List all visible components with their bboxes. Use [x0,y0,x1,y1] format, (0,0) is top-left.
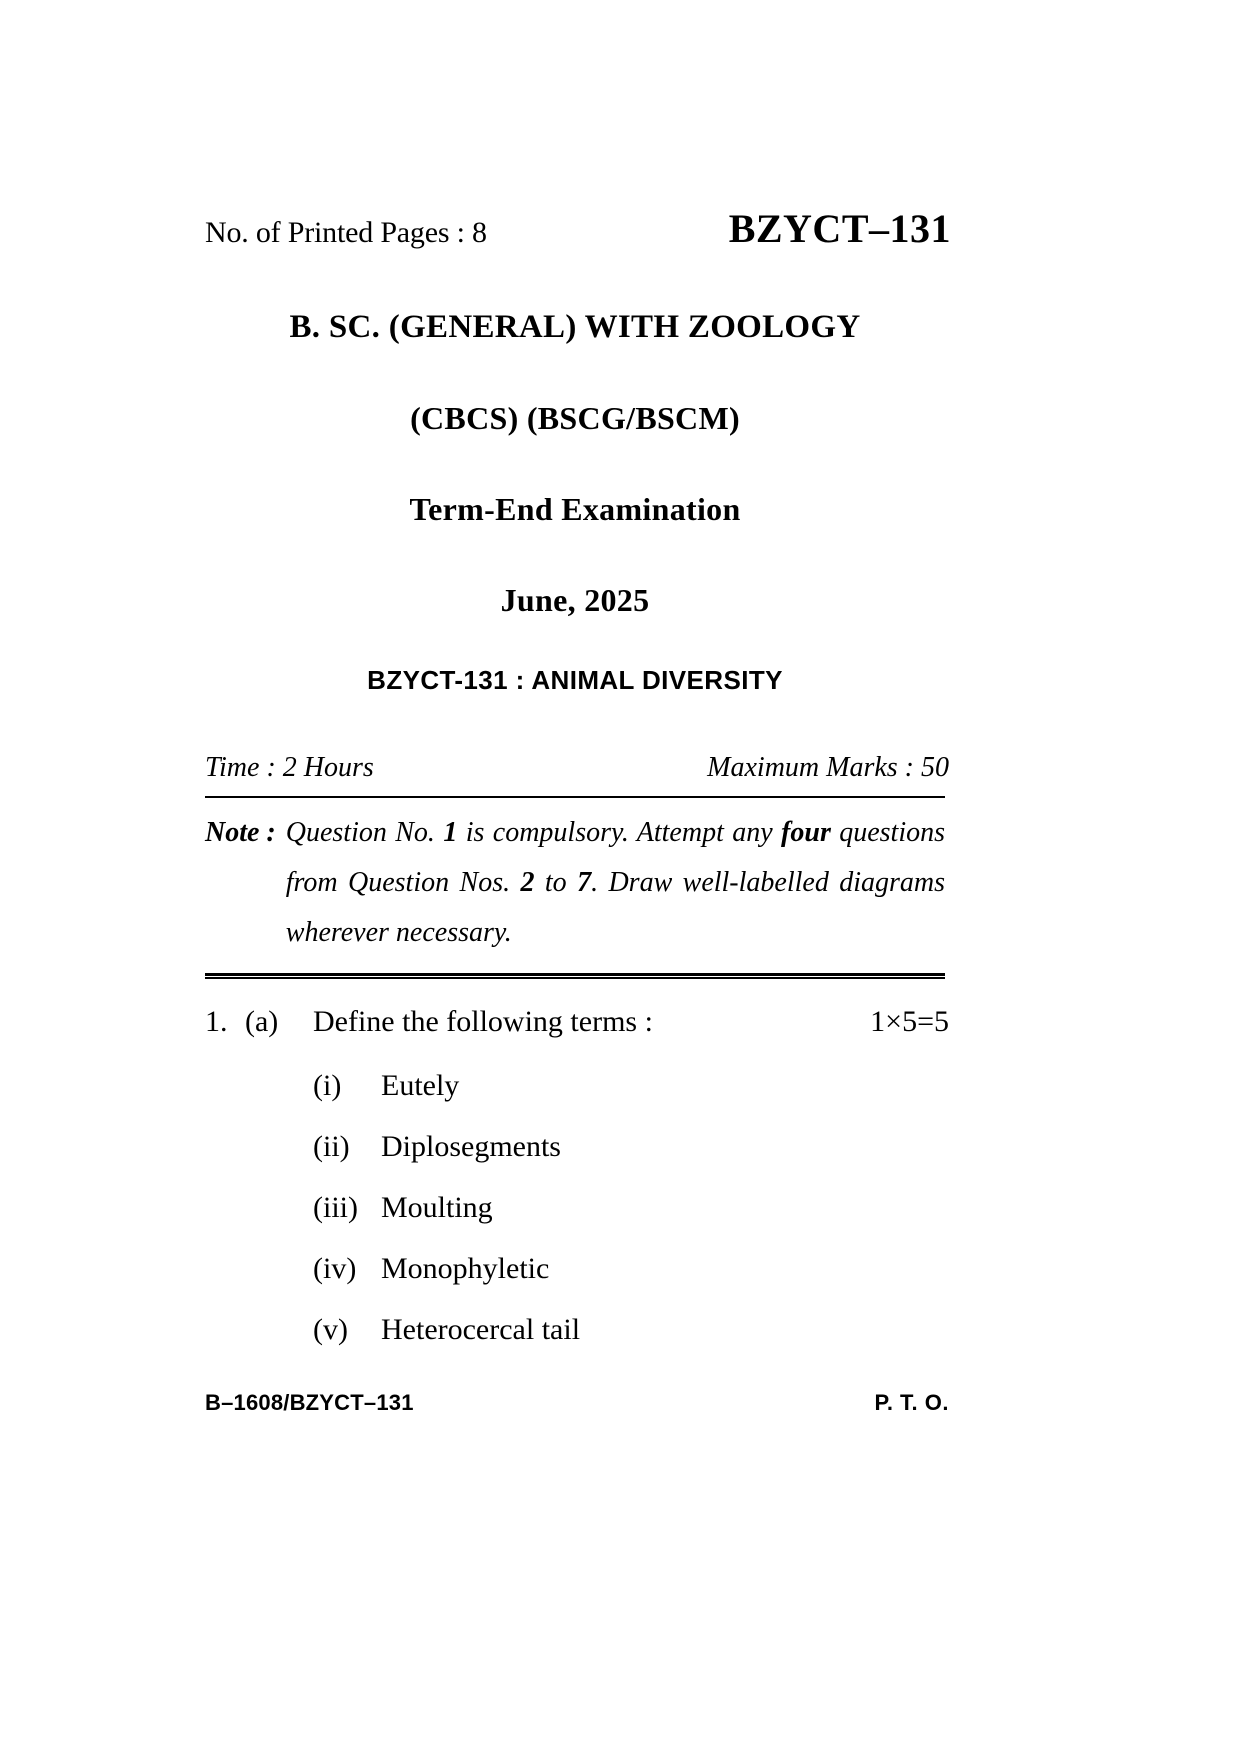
page-content [205,205,951,1374]
sub-item-label: (iv) [313,1252,357,1286]
note-text-2: is compulsory. Attempt any [457,817,782,848]
programme-scheme: (CBCS) (BSCG/BSCM) [410,400,740,436]
sub-item-text: Monophyletic [381,1252,550,1286]
sub-item-label: (i) [313,1069,342,1103]
exam-info-row [205,752,949,796]
sub-item-text: Moulting [381,1191,493,1225]
programme-title: B. SC. (GENERAL) WITH ZOOLOGY [289,309,861,345]
sub-item-text: Heterocercal tail [381,1313,581,1347]
note-label: Note : [205,817,276,848]
question-marks: 1×5=5 [870,1005,949,1039]
subject-title: BZYCT-131 : ANIMAL DIVERSITY [367,665,783,695]
note-bold-2: four [781,817,831,848]
note-bold-3: 2 [520,866,535,898]
sub-item [205,1313,945,1347]
exam-note [205,798,945,971]
title-block [205,309,945,619]
sub-item [205,1069,945,1103]
sub-item [205,1252,945,1286]
sub-item-text: Diplosegments [381,1130,561,1164]
sub-item [205,1191,945,1225]
page-footer [205,1390,949,1416]
page-header [205,205,951,257]
sub-item [205,1130,945,1164]
sub-item-text: Eutely [381,1069,460,1103]
paper-code: BZYCT–131 [728,206,951,251]
question-text: Define the following terms : [313,1005,653,1039]
exam-duration: Time : 2 Hours [205,752,374,783]
sub-item-label: (iii) [313,1191,358,1225]
note-bold-1: 1 [443,817,458,848]
examination-type: Term-End Examination [409,491,741,527]
question-sub-items [205,1069,945,1347]
note-text-4: to [534,866,578,898]
footer-paper-reference: B–1608/BZYCT–131 [205,1390,414,1415]
exam-maximum-marks: Maximum Marks : 50 [707,752,949,783]
examination-session: June, 2025 [500,582,650,618]
note-bold-4: 7 [577,866,592,898]
questions-section [205,1005,949,1347]
sub-item-label: (v) [313,1313,348,1347]
question-row [205,1005,949,1039]
question-number: 1. [205,1005,228,1039]
printed-pages-label: No. of Printed Pages : 8 [205,216,487,249]
note-text-1: Question No. [285,817,444,848]
note-body [286,808,945,957]
sub-item-label: (ii) [313,1130,350,1164]
footer-pto-label: P. T. O. [874,1390,949,1415]
question-part-label: (a) [245,1005,279,1039]
note-text-3: questions from Question Nos. [285,817,946,898]
note-text-5: . Draw well-labelled diagrams wherever necessary. [285,866,946,948]
divider-rule-bottom [205,973,945,979]
